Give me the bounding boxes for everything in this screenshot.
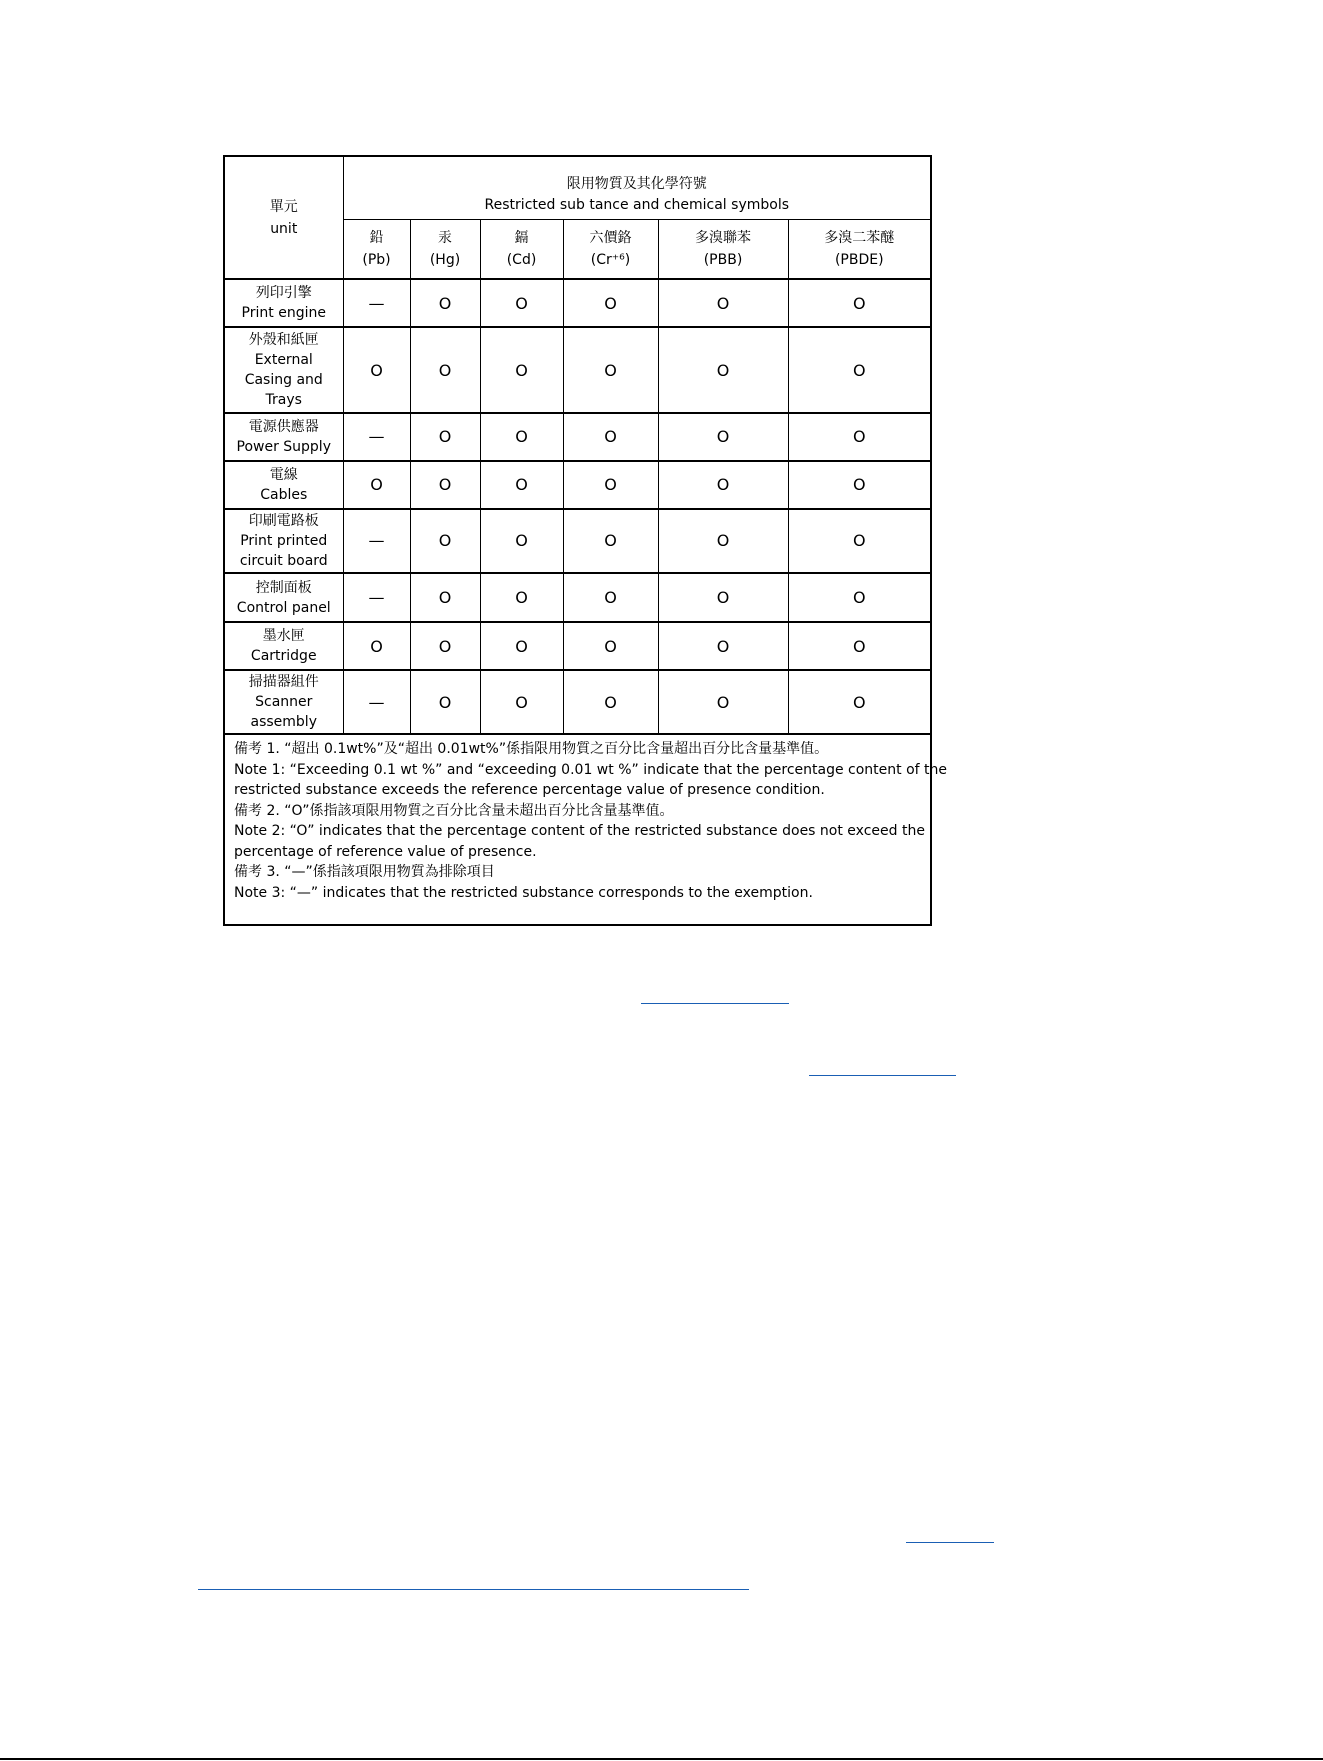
substance-mark-cell: — bbox=[343, 509, 410, 573]
substance-mark-cell: O bbox=[563, 622, 658, 670]
substance-mark-cell: — bbox=[343, 279, 410, 327]
substance-mark-cell: O bbox=[343, 622, 410, 670]
part-name-zh: 外殼和紙匣 bbox=[248, 332, 319, 349]
part-name-zh: 掃描器組件 bbox=[248, 674, 319, 691]
page-bottom-rule bbox=[0, 1758, 1323, 1760]
note-line: Note 2: “O” indicates that the percentage content of the restricted substance does not exceed the bbox=[234, 823, 925, 840]
table-row bbox=[224, 327, 931, 412]
substance-mark-cell: — bbox=[343, 670, 410, 734]
part-name-cell bbox=[224, 573, 343, 622]
substance-mark-cell: O bbox=[410, 279, 480, 327]
substance-mark-cell: O bbox=[658, 509, 788, 573]
link-underline[interactable] bbox=[809, 1075, 956, 1076]
chemical-header-cell bbox=[563, 219, 658, 279]
part-name-zh: 墨水匣 bbox=[262, 628, 305, 645]
substance-mark-cell: O bbox=[788, 573, 931, 622]
substance-mark-cell: O bbox=[563, 670, 658, 734]
part-name-zh: 電線 bbox=[269, 466, 298, 483]
substance-mark-cell: O bbox=[788, 622, 931, 670]
substance-mark-cell: O bbox=[788, 279, 931, 327]
chemical-symbol: (PBB) bbox=[703, 251, 743, 268]
substance-mark-cell: O bbox=[658, 670, 788, 734]
substance-mark-cell: O bbox=[563, 279, 658, 327]
part-name-en: Casing and bbox=[244, 372, 323, 389]
chemical-header-cell bbox=[658, 219, 788, 279]
part-name-cell bbox=[224, 327, 343, 412]
substance-mark-cell: O bbox=[788, 413, 931, 461]
chemical-name-zh: 汞 bbox=[438, 229, 452, 246]
part-name-cell bbox=[224, 461, 343, 509]
chemical-name-zh: 鎘 bbox=[514, 229, 529, 246]
part-name-cell bbox=[224, 670, 343, 734]
substance-mark-cell: O bbox=[410, 573, 480, 622]
part-name-en: assembly bbox=[250, 714, 317, 731]
substance-mark-cell: O bbox=[563, 573, 658, 622]
substance-mark-cell: O bbox=[480, 509, 563, 573]
chemical-header-cell bbox=[343, 219, 410, 279]
substance-mark-cell: O bbox=[480, 279, 563, 327]
substance-mark-cell: O bbox=[563, 327, 658, 412]
substance-mark-cell: O bbox=[658, 461, 788, 509]
substance-mark-cell: O bbox=[658, 279, 788, 327]
substance-mark-cell: O bbox=[480, 413, 563, 461]
part-name-cell bbox=[224, 279, 343, 327]
part-name-zh: 控制面板 bbox=[255, 579, 312, 596]
substance-mark-cell: O bbox=[658, 622, 788, 670]
part-name-en: Cables bbox=[260, 486, 308, 503]
substance-mark-cell: O bbox=[410, 327, 480, 412]
substance-mark-cell: O bbox=[788, 670, 931, 734]
part-name-en: Control panel bbox=[236, 599, 331, 616]
table-row bbox=[224, 573, 931, 622]
substance-mark-cell: O bbox=[658, 327, 788, 412]
chemical-header-cell bbox=[410, 219, 480, 279]
table-row bbox=[224, 279, 931, 327]
table-row bbox=[224, 670, 931, 734]
substance-mark-cell: O bbox=[480, 461, 563, 509]
chemical-name-zh: 鉛 bbox=[369, 229, 384, 246]
substance-mark-cell: O bbox=[563, 509, 658, 573]
substance-mark-cell: O bbox=[788, 461, 931, 509]
note-line: 備考 1. “超出 0.1wt%”及“超出 0.01wt%”係指限用物質之百分比含量超出百分比含量基準值。 bbox=[234, 741, 829, 758]
note-line: percentage of reference value of presence. bbox=[234, 843, 537, 860]
substance-mark-cell: O bbox=[480, 670, 563, 734]
part-name-en: Trays bbox=[265, 392, 302, 409]
part-name-cell bbox=[224, 622, 343, 670]
part-name-en: External bbox=[254, 352, 313, 369]
link-underline[interactable] bbox=[641, 1003, 789, 1004]
substance-mark-cell: O bbox=[410, 413, 480, 461]
link-underline[interactable] bbox=[906, 1542, 994, 1543]
part-name-en: Power Supply bbox=[236, 438, 331, 455]
substance-mark-cell: O bbox=[343, 327, 410, 412]
link-underline[interactable] bbox=[198, 1589, 749, 1590]
chemical-symbol: (Cd) bbox=[506, 251, 537, 268]
chemical-symbol: (PBDE) bbox=[834, 251, 884, 268]
substance-mark-cell: O bbox=[480, 622, 563, 670]
chemical-name-zh: 多溴二苯醚 bbox=[824, 229, 895, 246]
substance-mark-cell: — bbox=[343, 573, 410, 622]
restricted-header-en: Restricted sub tance and chemical symbols bbox=[484, 196, 789, 213]
substance-mark-cell: O bbox=[410, 622, 480, 670]
restricted-header-zh: 限用物質及其化學符號 bbox=[566, 175, 707, 192]
restricted-header-cell bbox=[343, 156, 931, 219]
part-name-en: Print printed bbox=[240, 532, 328, 549]
note-line: 備考 2. “O”係指該項限用物質之百分比含量未超出百分比含量基準值。 bbox=[234, 802, 674, 819]
note-line: restricted substance exceeds the reference percentage value of presence condition. bbox=[234, 782, 825, 799]
table-row bbox=[224, 509, 931, 573]
chemical-symbol: (Pb) bbox=[362, 251, 391, 268]
substance-mark-cell: O bbox=[410, 461, 480, 509]
part-name-en: Scanner bbox=[255, 694, 313, 711]
substance-mark-cell: O bbox=[658, 413, 788, 461]
note-line: Note 3: “—” indicates that the restricted substance corresponds to the exemption. bbox=[234, 884, 813, 901]
part-name-cell bbox=[224, 509, 343, 573]
part-name-zh: 列印引擎 bbox=[255, 285, 312, 302]
unit-header-zh: 單元 bbox=[269, 198, 298, 215]
chemical-name-zh: 多溴聯苯 bbox=[695, 229, 751, 246]
notes-cell bbox=[224, 734, 947, 925]
table-row bbox=[224, 413, 931, 461]
substance-mark-cell: O bbox=[410, 670, 480, 734]
chemical-header-cell bbox=[788, 219, 931, 279]
part-name-zh: 印刷電路板 bbox=[248, 512, 319, 529]
substance-mark-cell: O bbox=[480, 327, 563, 412]
unit-header-en: unit bbox=[270, 220, 298, 237]
substance-mark-cell: — bbox=[343, 413, 410, 461]
table-body bbox=[224, 279, 931, 734]
substance-mark-cell: O bbox=[480, 573, 563, 622]
substance-mark-cell: O bbox=[658, 573, 788, 622]
substance-mark-cell: O bbox=[343, 461, 410, 509]
part-name-en: circuit board bbox=[239, 552, 328, 569]
note-line: 備考 3. “—”係指該項限用物質為排除項目 bbox=[234, 864, 495, 881]
substance-mark-cell: O bbox=[563, 461, 658, 509]
substance-mark-cell: O bbox=[410, 509, 480, 573]
unit-header-cell bbox=[224, 156, 343, 279]
substance-mark-cell: O bbox=[788, 327, 931, 412]
chemical-symbol: (Hg) bbox=[429, 251, 461, 268]
table-row bbox=[224, 622, 931, 670]
substance-mark-cell: O bbox=[563, 413, 658, 461]
part-name-cell bbox=[224, 413, 343, 461]
table-row bbox=[224, 461, 931, 509]
chemical-name-zh: 六價鉻 bbox=[589, 229, 632, 246]
substance-mark-cell: O bbox=[788, 509, 931, 573]
chemical-header-cell bbox=[480, 219, 563, 279]
part-name-zh: 電源供應器 bbox=[248, 418, 319, 435]
part-name-en: Cartridge bbox=[250, 648, 317, 665]
restricted-substances-table bbox=[223, 155, 947, 926]
note-line: Note 1: “Exceeding 0.1 wt %” and “exceeding 0.01 wt %” indicate that the percentage content of the bbox=[234, 761, 947, 778]
chemical-symbol: (Cr⁺⁶) bbox=[590, 251, 631, 268]
part-name-en: Print engine bbox=[241, 305, 326, 322]
